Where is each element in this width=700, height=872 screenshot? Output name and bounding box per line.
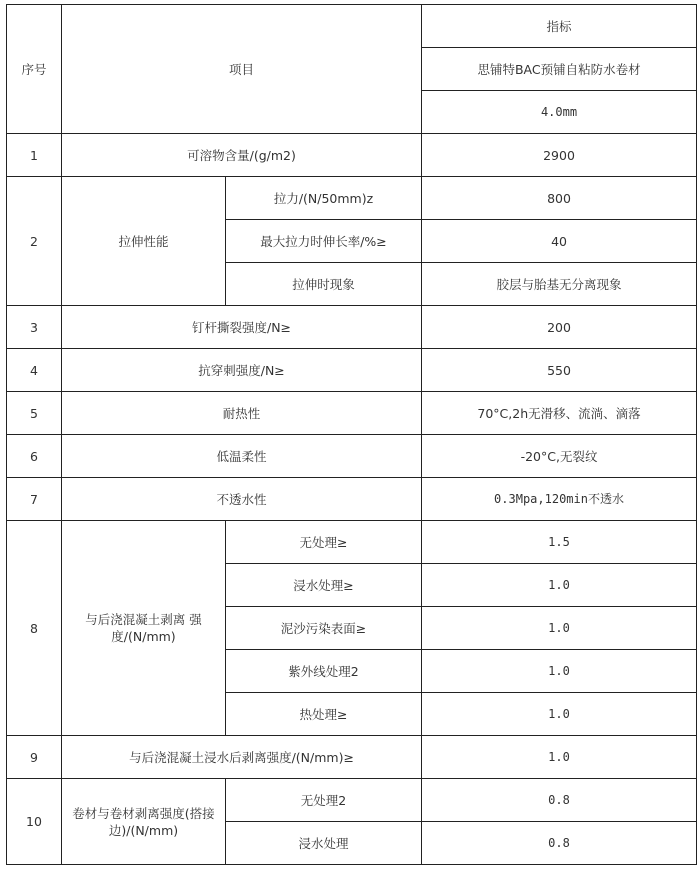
sub-item-cell: 拉伸时现象 bbox=[226, 263, 422, 306]
sub-item-cell: 紫外线处理2 bbox=[226, 650, 422, 693]
sub-item-cell: 拉力/(N/50mm)z bbox=[226, 177, 422, 220]
seq-cell: 5 bbox=[7, 392, 62, 435]
value-cell: 200 bbox=[422, 306, 697, 349]
item-cell: 卷材与卷材剥离强度(搭接边)/(N/mm) bbox=[62, 779, 226, 865]
item-cell: 可溶物含量/(g/m2) bbox=[62, 134, 422, 177]
item-cell: 与后浇混凝土剥离 强度/(N/mm) bbox=[62, 521, 226, 736]
item-cell: 抗穿刺强度/N≥ bbox=[62, 349, 422, 392]
item-cell: 不透水性 bbox=[62, 478, 422, 521]
seq-cell: 2 bbox=[7, 177, 62, 306]
sub-item-cell: 无处理2 bbox=[226, 779, 422, 822]
seq-header: 序号 bbox=[7, 5, 62, 134]
table-row bbox=[7, 521, 697, 564]
value-cell: 1.0 bbox=[422, 607, 697, 650]
sub-item-cell: 最大拉力时伸长率/%≥ bbox=[226, 220, 422, 263]
table-row bbox=[7, 392, 697, 435]
index-header: 指标 bbox=[422, 5, 697, 48]
value-cell: 550 bbox=[422, 349, 697, 392]
table-row bbox=[7, 177, 697, 220]
value-cell: 1.0 bbox=[422, 736, 697, 779]
seq-cell: 3 bbox=[7, 306, 62, 349]
seq-cell: 7 bbox=[7, 478, 62, 521]
sub-item-cell: 浸水处理≥ bbox=[226, 564, 422, 607]
table-row bbox=[7, 779, 697, 822]
value-cell: 70°C,2h无滑移、流淌、滴落 bbox=[422, 392, 697, 435]
product-name: 思铺特BAC预铺自粘防水卷材 bbox=[422, 48, 697, 91]
seq-cell: 4 bbox=[7, 349, 62, 392]
item-cell: 与后浇混凝土浸水后剥离强度/(N/mm)≥ bbox=[62, 736, 422, 779]
table-row bbox=[7, 736, 697, 779]
table-row bbox=[7, 134, 697, 177]
value-cell: 0.8 bbox=[422, 779, 697, 822]
item-cell: 耐热性 bbox=[62, 392, 422, 435]
table-row bbox=[7, 435, 697, 478]
value-cell: 1.0 bbox=[422, 693, 697, 736]
sub-item-cell: 浸水处理 bbox=[226, 822, 422, 865]
value-cell: 1.5 bbox=[422, 521, 697, 564]
value-cell: 1.0 bbox=[422, 650, 697, 693]
sub-item-cell: 无处理≥ bbox=[226, 521, 422, 564]
spec-table bbox=[6, 4, 697, 865]
value-cell: 0.8 bbox=[422, 822, 697, 865]
thickness-value: 4.0mm bbox=[422, 91, 697, 134]
seq-cell: 10 bbox=[7, 779, 62, 865]
seq-cell: 8 bbox=[7, 521, 62, 736]
value-cell: 0.3Mpa,120min不透水 bbox=[422, 478, 697, 521]
seq-cell: 1 bbox=[7, 134, 62, 177]
table-row bbox=[7, 478, 697, 521]
header-row bbox=[7, 5, 697, 48]
value-cell: -20°C,无裂纹 bbox=[422, 435, 697, 478]
value-cell: 40 bbox=[422, 220, 697, 263]
value-cell: 2900 bbox=[422, 134, 697, 177]
table-row bbox=[7, 306, 697, 349]
seq-cell: 6 bbox=[7, 435, 62, 478]
table-row bbox=[7, 349, 697, 392]
value-cell: 1.0 bbox=[422, 564, 697, 607]
item-cell: 拉伸性能 bbox=[62, 177, 226, 306]
sub-item-cell: 泥沙污染表面≥ bbox=[226, 607, 422, 650]
sub-item-cell: 热处理≥ bbox=[226, 693, 422, 736]
item-header: 项目 bbox=[62, 5, 422, 134]
value-cell: 胶层与胎基无分离现象 bbox=[422, 263, 697, 306]
seq-cell: 9 bbox=[7, 736, 62, 779]
value-cell: 800 bbox=[422, 177, 697, 220]
item-cell: 钉杆撕裂强度/N≥ bbox=[62, 306, 422, 349]
item-cell: 低温柔性 bbox=[62, 435, 422, 478]
